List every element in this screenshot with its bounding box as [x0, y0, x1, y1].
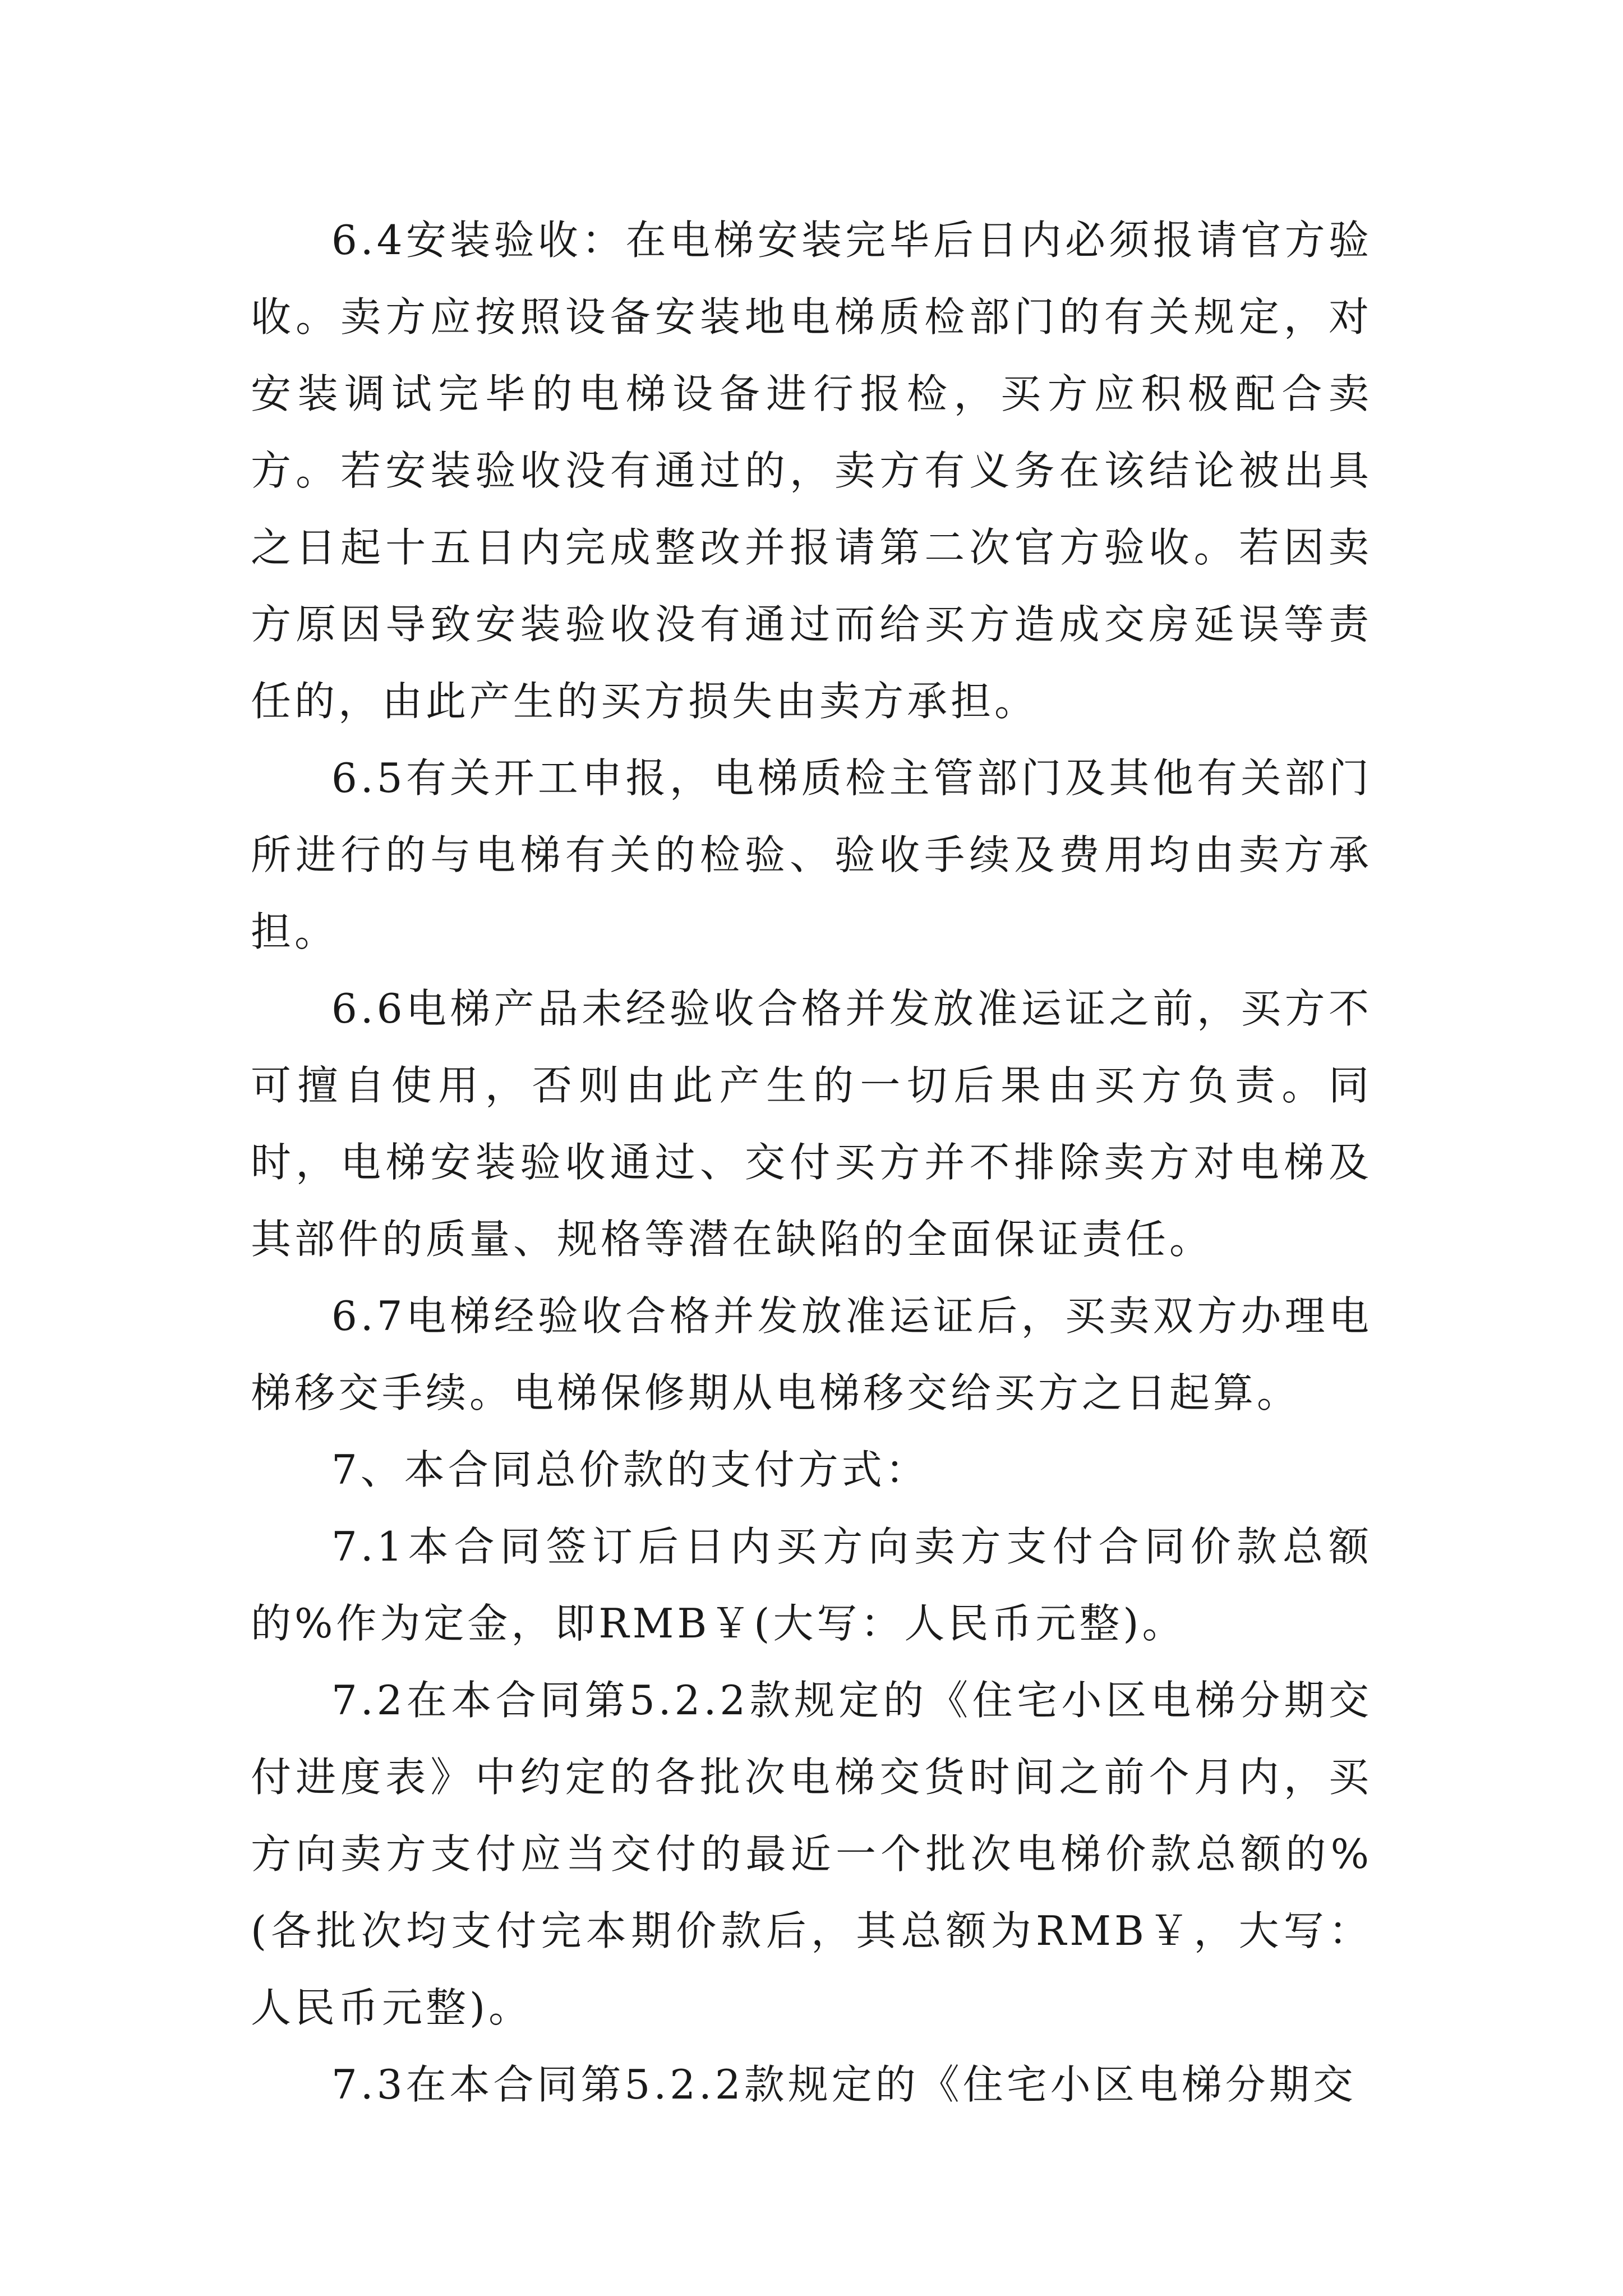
paragraph-7-2: 7.2在本合同第5.2.2款规定的《住宅小区电梯分期交付进度表》中约定的各批次电梯交货时间之前个月内，买方向卖方支付应当交付的最近一个批次电梯价款总额的%(各批次均支付完本期价款后，其总额为RMB￥，大写：人民币元整)。	[251, 1677, 1372, 2031]
paragraph-7-heading: 7、本合同总价款的支付方式：	[331, 1446, 929, 1493]
paragraph-6-6: 6.6电梯产品未经验收合格并发放准运证之前，买方不可擅自使用，否则由此产生的一切后果由买方负责。同时，电梯安装验收通过、交付买方并不排除卖方对电梯及其部件的质量、规格等潜在缺陷的全面保证责任。	[251, 985, 1372, 1263]
paragraph-6-4: 6.4安装验收：在电梯安装完毕后日内必须报请官方验收。卖方应按照设备安装地电梯质检部门的有关规定，对安装调试完毕的电梯设备进行报检，买方应积极配合卖方。若安装验收没有通过的，卖方有义务在该结论被出具之日起十五日内完成整改并报请第二次官方验收。若因卖方原因导致安装验收没有通过而给买方造成交房延误等责任的，由此产生的买方损失由卖方承担。	[251, 217, 1372, 725]
paragraph-6-7: 6.7电梯经验收合格并发放准运证后，买卖双方办理电梯移交手续。电梯保修期从电梯移交给买方之日起算。	[251, 1292, 1372, 1416]
paragraph-7-3: 7.3在本合同第5.2.2款规定的《住宅小区电梯分期交	[331, 2061, 1357, 2108]
contract-body	[251, 202, 1372, 2123]
paragraph-6-5: 6.5有关开工申报，电梯质检主管部门及其他有关部门所进行的与电梯有关的检验、验收手续及费用均由卖方承担。	[251, 754, 1372, 955]
paragraph-7-1: 7.1本合同签订后日内买方向卖方支付合同价款总额的%作为定金，即RMB￥(大写：人民币元整)。	[251, 1523, 1372, 1647]
